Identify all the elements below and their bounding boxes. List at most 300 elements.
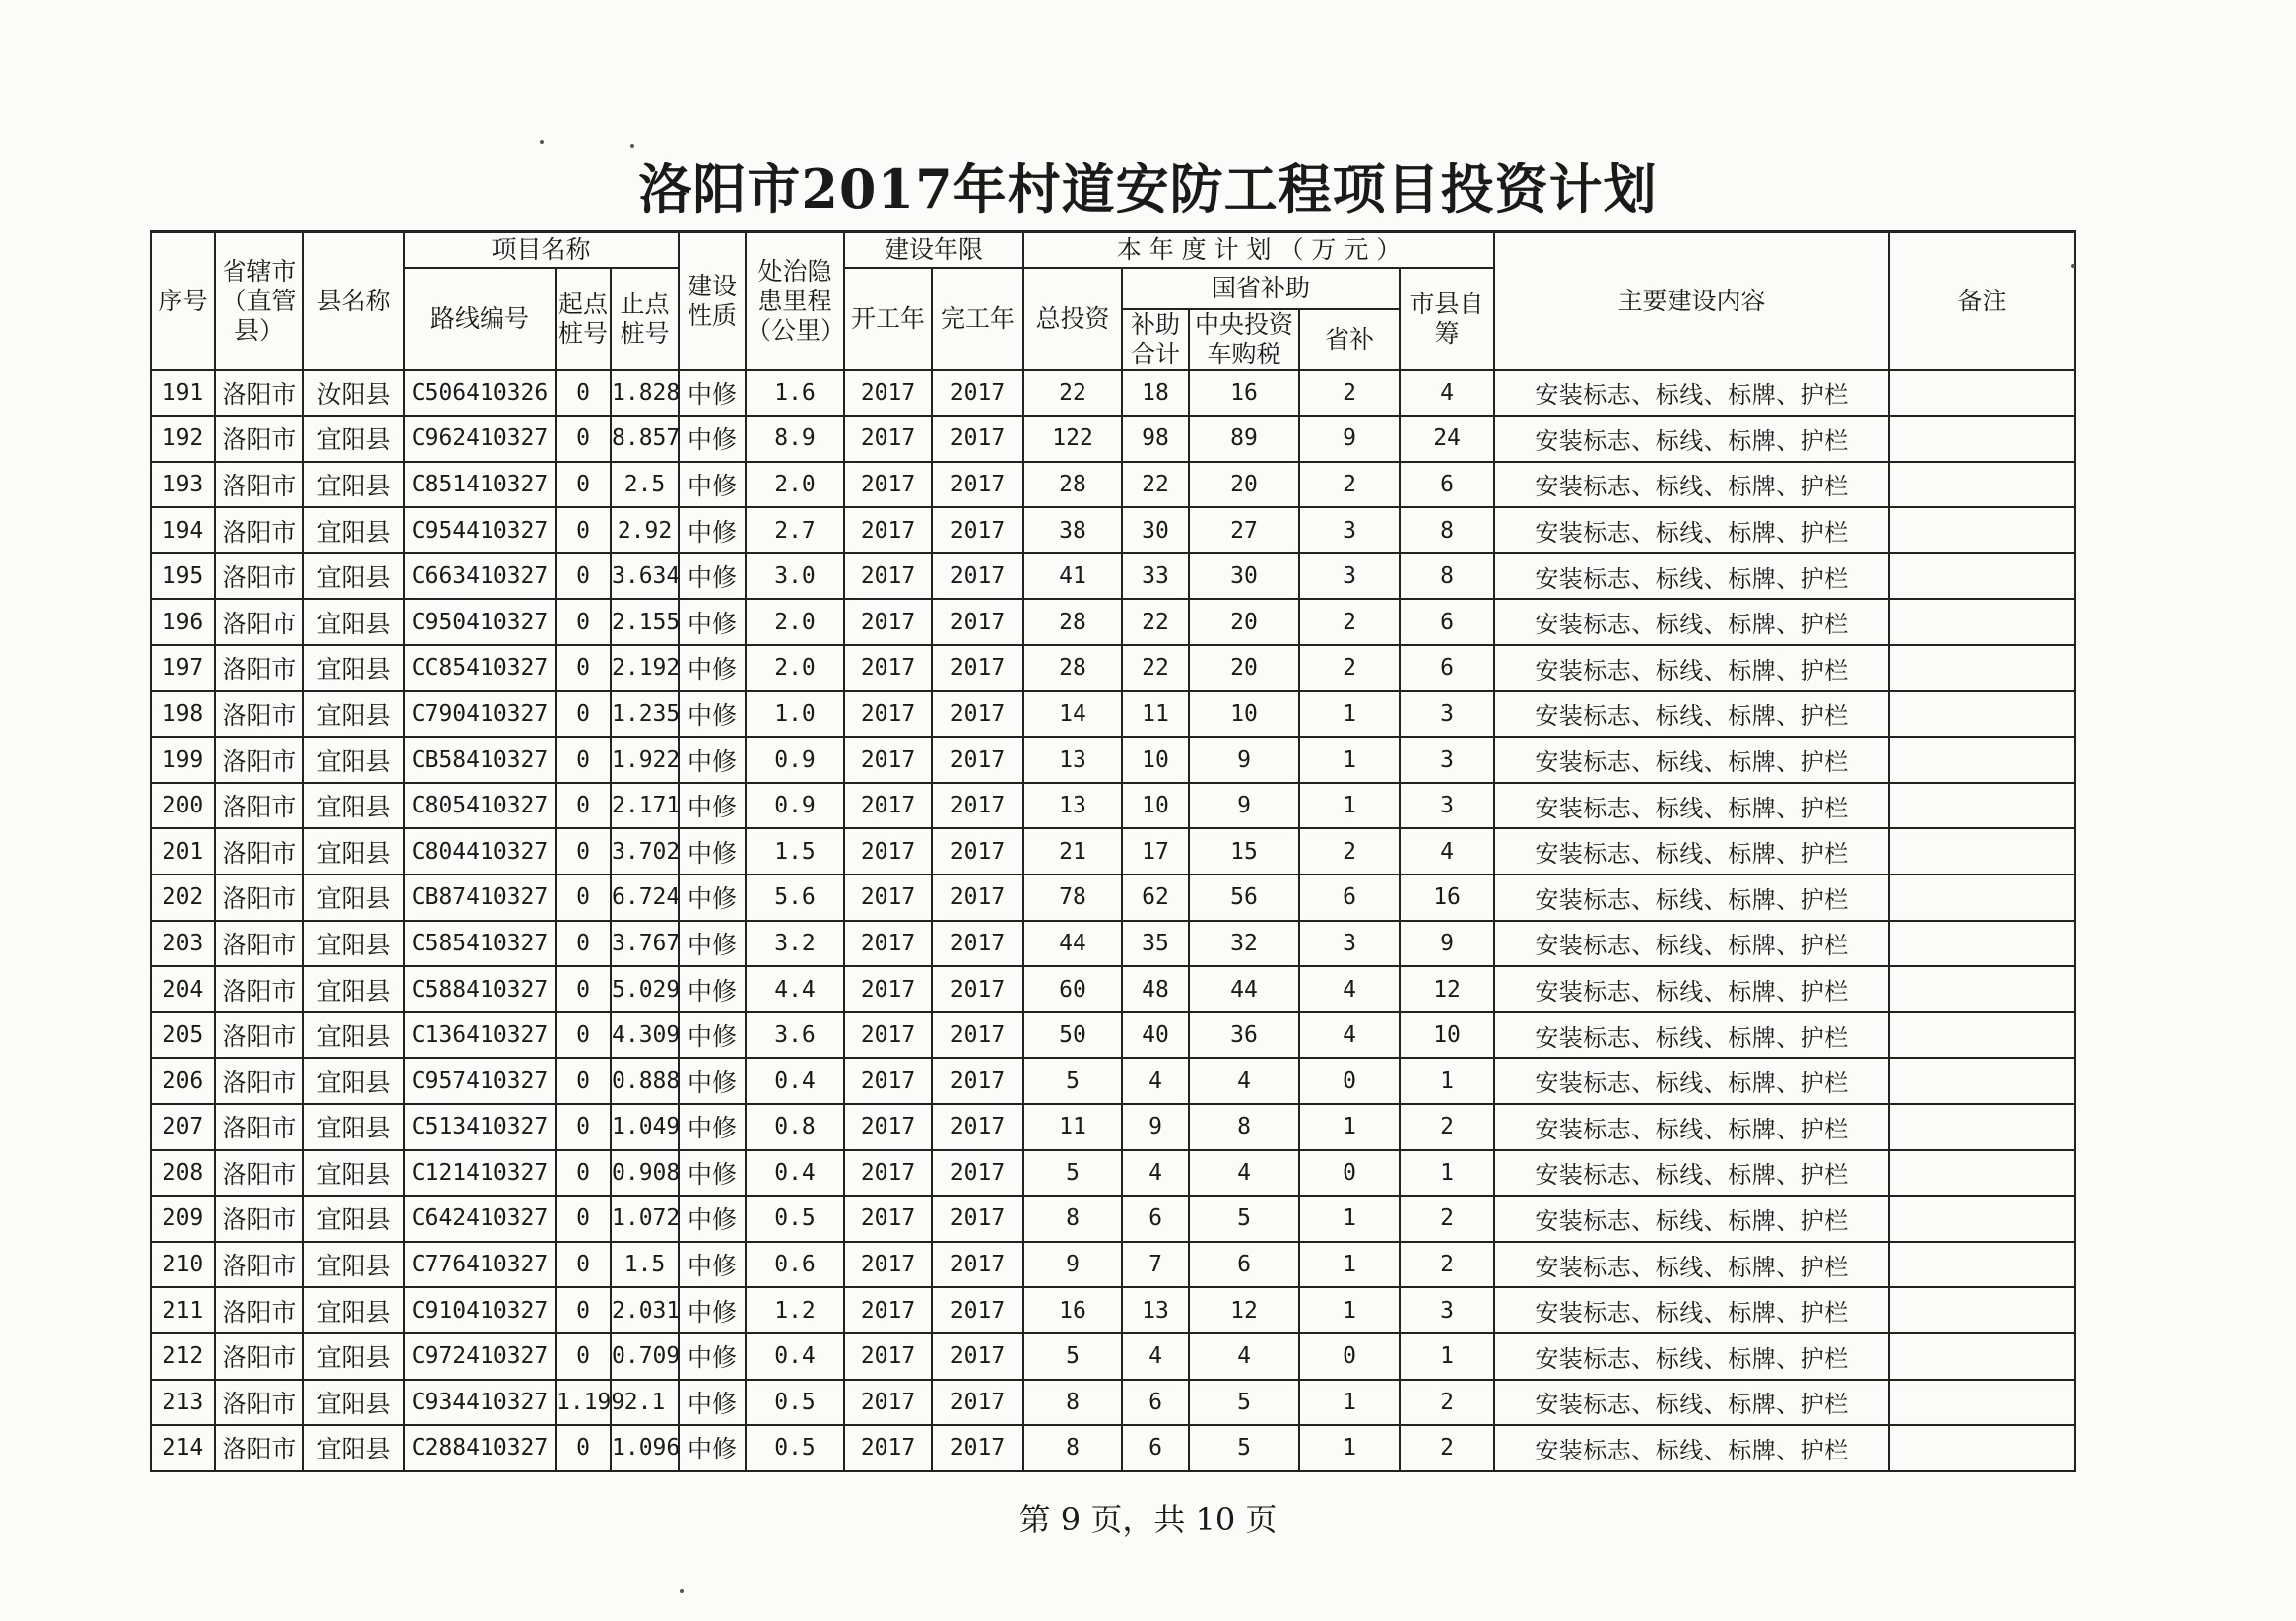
- cell-central: 4: [1189, 1058, 1299, 1104]
- cell-nature: 中修: [679, 507, 746, 553]
- cell-total: 8: [1023, 1425, 1122, 1471]
- cell-start-year: 2017: [844, 462, 932, 508]
- cell-seq: 211: [151, 1287, 215, 1333]
- cell-start-pile: 0: [556, 416, 611, 462]
- cell-city: 洛阳市: [215, 599, 303, 645]
- cell-county: 宜阳县: [303, 783, 404, 829]
- cell-mileage: 2.7: [746, 507, 844, 553]
- cell-mileage: 3.2: [746, 921, 844, 967]
- cell-mileage: 2.0: [746, 599, 844, 645]
- cell-province: 3: [1299, 921, 1400, 967]
- cell-local: 2: [1400, 1242, 1494, 1288]
- cell-route-code: C934410327: [404, 1380, 556, 1426]
- cell-local: 10: [1400, 1012, 1494, 1059]
- cell-start-year: 2017: [844, 783, 932, 829]
- cell-province: 3: [1299, 507, 1400, 553]
- cell-central: 27: [1189, 507, 1299, 553]
- cell-content: 安装标志、标线、标牌、护栏: [1494, 1104, 1889, 1150]
- investment-plan-table-wrapper: [150, 230, 2074, 1472]
- cell-start-year: 2017: [844, 1425, 932, 1471]
- cell-nature: 中修: [679, 691, 746, 738]
- cell-province: 4: [1299, 966, 1400, 1012]
- cell-city: 洛阳市: [215, 1242, 303, 1288]
- cell-central: 5: [1189, 1196, 1299, 1242]
- cell-province: 6: [1299, 875, 1400, 921]
- cell-central: 9: [1189, 783, 1299, 829]
- cell-local: 6: [1400, 599, 1494, 645]
- cell-nature: 中修: [679, 1150, 746, 1197]
- cell-province: 3: [1299, 553, 1400, 600]
- cell-nature: 中修: [679, 599, 746, 645]
- cell-end-year: 2017: [932, 1242, 1023, 1288]
- cell-route-code: C954410327: [404, 507, 556, 553]
- cell-route-code: C851410327: [404, 462, 556, 508]
- cell-province: 1: [1299, 1104, 1400, 1150]
- cell-start-pile: 0: [556, 737, 611, 783]
- table-row: [151, 1425, 2075, 1471]
- cell-content: 安装标志、标线、标牌、护栏: [1494, 1333, 1889, 1380]
- table-row: [151, 1058, 2075, 1104]
- cell-total: 60: [1023, 966, 1122, 1012]
- cell-city: 洛阳市: [215, 1380, 303, 1426]
- cell-end-pile: 2.155: [611, 599, 679, 645]
- cell-start-year: 2017: [844, 1380, 932, 1426]
- cell-local: 4: [1400, 828, 1494, 875]
- cell-start-pile: 0: [556, 1333, 611, 1380]
- cell-central: 10: [1189, 691, 1299, 738]
- cell-content: 安装标志、标线、标牌、护栏: [1494, 599, 1889, 645]
- cell-seq: 197: [151, 645, 215, 691]
- cell-subsidy-total: 6: [1122, 1196, 1189, 1242]
- cell-route-code: C804410327: [404, 828, 556, 875]
- cell-subsidy-total: 30: [1122, 507, 1189, 553]
- scan-speck: [680, 1589, 684, 1593]
- cell-central: 20: [1189, 462, 1299, 508]
- cell-central: 16: [1189, 370, 1299, 417]
- table-row: [151, 553, 2075, 600]
- cell-county: 宜阳县: [303, 1058, 404, 1104]
- cell-province: 9: [1299, 416, 1400, 462]
- cell-end-year: 2017: [932, 1196, 1023, 1242]
- cell-content: 安装标志、标线、标牌、护栏: [1494, 1242, 1889, 1288]
- header-mileage: 处治隐患里程（公里）: [746, 232, 844, 370]
- cell-end-year: 2017: [932, 783, 1023, 829]
- cell-province: 2: [1299, 828, 1400, 875]
- cell-province: 1: [1299, 1242, 1400, 1288]
- cell-city: 洛阳市: [215, 462, 303, 508]
- header-route-code: 路线编号: [404, 268, 556, 370]
- cell-local: 2: [1400, 1380, 1494, 1426]
- cell-start-pile: 0: [556, 828, 611, 875]
- cell-start-pile: 0: [556, 1196, 611, 1242]
- cell-nature: 中修: [679, 1425, 746, 1471]
- cell-end-pile: 3.634: [611, 553, 679, 600]
- cell-start-pile: 0: [556, 921, 611, 967]
- cell-end-year: 2017: [932, 966, 1023, 1012]
- cell-county: 汝阳县: [303, 370, 404, 417]
- cell-mileage: 0.5: [746, 1425, 844, 1471]
- cell-central: 20: [1189, 599, 1299, 645]
- cell-county: 宜阳县: [303, 645, 404, 691]
- cell-county: 宜阳县: [303, 1287, 404, 1333]
- cell-content: 安装标志、标线、标牌、护栏: [1494, 1058, 1889, 1104]
- cell-subsidy-total: 33: [1122, 553, 1189, 600]
- cell-content: 安装标志、标线、标牌、护栏: [1494, 921, 1889, 967]
- cell-province: 1: [1299, 1196, 1400, 1242]
- cell-subsidy-total: 62: [1122, 875, 1189, 921]
- cell-subsidy-total: 4: [1122, 1150, 1189, 1197]
- cell-central: 5: [1189, 1425, 1299, 1471]
- header-province: 省补: [1299, 309, 1400, 370]
- cell-seq: 193: [151, 462, 215, 508]
- cell-seq: 196: [151, 599, 215, 645]
- cell-total: 13: [1023, 783, 1122, 829]
- cell-end-pile: 4.309: [611, 1012, 679, 1059]
- cell-county: 宜阳县: [303, 1380, 404, 1426]
- cell-end-year: 2017: [932, 416, 1023, 462]
- scan-speck: [540, 140, 544, 144]
- cell-start-pile: 0: [556, 875, 611, 921]
- cell-central: 32: [1189, 921, 1299, 967]
- cell-local: 1: [1400, 1333, 1494, 1380]
- cell-county: 宜阳县: [303, 553, 404, 600]
- cell-route-code: CB87410327: [404, 875, 556, 921]
- cell-nature: 中修: [679, 553, 746, 600]
- cell-province: 2: [1299, 645, 1400, 691]
- cell-total: 5: [1023, 1333, 1122, 1380]
- cell-province: 2: [1299, 370, 1400, 417]
- cell-city: 洛阳市: [215, 1104, 303, 1150]
- cell-start-year: 2017: [844, 1333, 932, 1380]
- cell-seq: 212: [151, 1333, 215, 1380]
- cell-start-year: 2017: [844, 828, 932, 875]
- cell-province: 1: [1299, 691, 1400, 738]
- cell-start-year: 2017: [844, 691, 932, 738]
- cell-nature: 中修: [679, 1380, 746, 1426]
- cell-city: 洛阳市: [215, 828, 303, 875]
- cell-mileage: 1.6: [746, 370, 844, 417]
- cell-local: 2: [1400, 1196, 1494, 1242]
- cell-start-pile: 0: [556, 1287, 611, 1333]
- cell-start-pile: 1.199: [556, 1380, 611, 1426]
- table-row: [151, 828, 2075, 875]
- cell-province: 4: [1299, 1012, 1400, 1059]
- cell-seq: 191: [151, 370, 215, 417]
- cell-county: 宜阳县: [303, 828, 404, 875]
- cell-nature: 中修: [679, 1196, 746, 1242]
- table-row: [151, 1196, 2075, 1242]
- cell-route-code: C962410327: [404, 416, 556, 462]
- cell-start-pile: 0: [556, 966, 611, 1012]
- cell-end-year: 2017: [932, 737, 1023, 783]
- cell-start-pile: 0: [556, 1425, 611, 1471]
- cell-start-pile: 0: [556, 645, 611, 691]
- cell-total: 5: [1023, 1058, 1122, 1104]
- cell-route-code: C972410327: [404, 1333, 556, 1380]
- cell-mileage: 1.2: [746, 1287, 844, 1333]
- header-remark: 备注: [1889, 232, 2075, 370]
- cell-start-year: 2017: [844, 1196, 932, 1242]
- cell-nature: 中修: [679, 645, 746, 691]
- cell-nature: 中修: [679, 966, 746, 1012]
- cell-start-pile: 0: [556, 1150, 611, 1197]
- cell-subsidy-total: 18: [1122, 370, 1189, 417]
- header-end-year: 完工年: [932, 268, 1023, 370]
- cell-mileage: 3.6: [746, 1012, 844, 1059]
- cell-subsidy-total: 13: [1122, 1287, 1189, 1333]
- cell-total: 28: [1023, 645, 1122, 691]
- cell-seq: 209: [151, 1196, 215, 1242]
- header-seq: 序号: [151, 232, 215, 370]
- cell-remark: [1889, 737, 2075, 783]
- cell-remark: [1889, 875, 2075, 921]
- cell-content: 安装标志、标线、标牌、护栏: [1494, 691, 1889, 738]
- cell-start-pile: 0: [556, 1012, 611, 1059]
- cell-city: 洛阳市: [215, 1333, 303, 1380]
- cell-mileage: 0.5: [746, 1380, 844, 1426]
- cell-mileage: 0.4: [746, 1150, 844, 1197]
- cell-end-year: 2017: [932, 1380, 1023, 1426]
- cell-end-pile: 1.922: [611, 737, 679, 783]
- cell-total: 16: [1023, 1287, 1122, 1333]
- cell-nature: 中修: [679, 737, 746, 783]
- cell-remark: [1889, 921, 2075, 967]
- cell-county: 宜阳县: [303, 1242, 404, 1288]
- cell-end-pile: 8.857: [611, 416, 679, 462]
- header-subsidy-total: 补助合计: [1122, 309, 1189, 370]
- cell-local: 6: [1400, 462, 1494, 508]
- cell-central: 56: [1189, 875, 1299, 921]
- cell-remark: [1889, 1380, 2075, 1426]
- cell-nature: 中修: [679, 1058, 746, 1104]
- cell-start-year: 2017: [844, 599, 932, 645]
- cell-seq: 206: [151, 1058, 215, 1104]
- table-row: [151, 1287, 2075, 1333]
- cell-nature: 中修: [679, 1012, 746, 1059]
- cell-seq: 204: [151, 966, 215, 1012]
- cell-start-year: 2017: [844, 553, 932, 600]
- cell-seq: 192: [151, 416, 215, 462]
- cell-route-code: C663410327: [404, 553, 556, 600]
- cell-central: 4: [1189, 1333, 1299, 1380]
- cell-city: 洛阳市: [215, 370, 303, 417]
- cell-remark: [1889, 783, 2075, 829]
- cell-province: 0: [1299, 1150, 1400, 1197]
- cell-county: 宜阳县: [303, 1150, 404, 1197]
- table-row: [151, 875, 2075, 921]
- cell-county: 宜阳县: [303, 966, 404, 1012]
- cell-city: 洛阳市: [215, 691, 303, 738]
- cell-subsidy-total: 48: [1122, 966, 1189, 1012]
- cell-mileage: 8.9: [746, 416, 844, 462]
- page-title: 洛阳市2017年村道安防工程项目投资计划: [638, 158, 1658, 221]
- cell-end-pile: 3.767: [611, 921, 679, 967]
- cell-end-pile: 1.828: [611, 370, 679, 417]
- cell-remark: [1889, 553, 2075, 600]
- cell-remark: [1889, 1150, 2075, 1197]
- table-row: [151, 1104, 2075, 1150]
- cell-local: 9: [1400, 921, 1494, 967]
- cell-province: 1: [1299, 1380, 1400, 1426]
- cell-local: 4: [1400, 370, 1494, 417]
- cell-mileage: 0.9: [746, 783, 844, 829]
- cell-end-year: 2017: [932, 507, 1023, 553]
- cell-central: 12: [1189, 1287, 1299, 1333]
- cell-remark: [1889, 1287, 2075, 1333]
- cell-total: 38: [1023, 507, 1122, 553]
- table-row: [151, 1150, 2075, 1197]
- cell-end-pile: 2.031: [611, 1287, 679, 1333]
- cell-route-code: C506410326: [404, 370, 556, 417]
- cell-total: 44: [1023, 921, 1122, 967]
- header-start-year: 开工年: [844, 268, 932, 370]
- cell-county: 宜阳县: [303, 1425, 404, 1471]
- cell-city: 洛阳市: [215, 1150, 303, 1197]
- cell-nature: 中修: [679, 875, 746, 921]
- cell-end-year: 2017: [932, 1104, 1023, 1150]
- cell-subsidy-total: 35: [1122, 921, 1189, 967]
- cell-county: 宜阳县: [303, 1333, 404, 1380]
- cell-province: 0: [1299, 1333, 1400, 1380]
- header-start-pile: 起点桩号: [556, 268, 611, 370]
- cell-mileage: 1.0: [746, 691, 844, 738]
- scan-speck: [630, 144, 634, 148]
- cell-total: 8: [1023, 1196, 1122, 1242]
- header-city: 省辖市（直管县）: [215, 232, 303, 370]
- cell-province: 1: [1299, 1425, 1400, 1471]
- cell-county: 宜阳县: [303, 462, 404, 508]
- cell-seq: 194: [151, 507, 215, 553]
- header-local: 市县自筹: [1400, 268, 1494, 370]
- cell-seq: 195: [151, 553, 215, 600]
- cell-content: 安装标志、标线、标牌、护栏: [1494, 1380, 1889, 1426]
- table-row: [151, 599, 2075, 645]
- cell-total: 13: [1023, 737, 1122, 783]
- table-row: [151, 966, 2075, 1012]
- cell-route-code: C776410327: [404, 1242, 556, 1288]
- cell-route-code: C288410327: [404, 1425, 556, 1471]
- table-row: [151, 1242, 2075, 1288]
- cell-total: 8: [1023, 1380, 1122, 1426]
- cell-end-year: 2017: [932, 828, 1023, 875]
- cell-start-year: 2017: [844, 875, 932, 921]
- cell-remark: [1889, 370, 2075, 417]
- cell-subsidy-total: 10: [1122, 783, 1189, 829]
- cell-content: 安装标志、标线、标牌、护栏: [1494, 875, 1889, 921]
- cell-city: 洛阳市: [215, 921, 303, 967]
- cell-end-pile: 1.096: [611, 1425, 679, 1471]
- cell-local: 2: [1400, 1425, 1494, 1471]
- cell-nature: 中修: [679, 416, 746, 462]
- cell-start-pile: 0: [556, 1104, 611, 1150]
- table-row: [151, 507, 2075, 553]
- cell-subsidy-total: 7: [1122, 1242, 1189, 1288]
- cell-seq: 199: [151, 737, 215, 783]
- cell-end-year: 2017: [932, 1287, 1023, 1333]
- cell-city: 洛阳市: [215, 966, 303, 1012]
- table-row: [151, 645, 2075, 691]
- cell-subsidy-total: 98: [1122, 416, 1189, 462]
- cell-end-pile: 1.235: [611, 691, 679, 738]
- cell-remark: [1889, 1104, 2075, 1150]
- cell-remark: [1889, 645, 2075, 691]
- cell-seq: 205: [151, 1012, 215, 1059]
- cell-central: 30: [1189, 553, 1299, 600]
- cell-mileage: 0.4: [746, 1333, 844, 1380]
- cell-route-code: C805410327: [404, 783, 556, 829]
- cell-start-pile: 0: [556, 691, 611, 738]
- cell-mileage: 0.5: [746, 1196, 844, 1242]
- cell-seq: 207: [151, 1104, 215, 1150]
- cell-province: 1: [1299, 737, 1400, 783]
- cell-end-pile: 2.1: [611, 1380, 679, 1426]
- cell-city: 洛阳市: [215, 875, 303, 921]
- cell-start-pile: 0: [556, 553, 611, 600]
- table-row: [151, 783, 2075, 829]
- cell-route-code: C910410327: [404, 1287, 556, 1333]
- cell-subsidy-total: 9: [1122, 1104, 1189, 1150]
- cell-central: 8: [1189, 1104, 1299, 1150]
- cell-start-year: 2017: [844, 1104, 932, 1150]
- table-row: [151, 462, 2075, 508]
- cell-route-code: C790410327: [404, 691, 556, 738]
- cell-end-pile: 0.908: [611, 1150, 679, 1197]
- cell-city: 洛阳市: [215, 737, 303, 783]
- cell-seq: 200: [151, 783, 215, 829]
- cell-start-year: 2017: [844, 737, 932, 783]
- cell-province: 2: [1299, 599, 1400, 645]
- cell-total: 9: [1023, 1242, 1122, 1288]
- investment-plan-table: [150, 230, 2076, 1472]
- cell-remark: [1889, 1196, 2075, 1242]
- cell-end-year: 2017: [932, 599, 1023, 645]
- cell-province: 2: [1299, 462, 1400, 508]
- cell-subsidy-total: 4: [1122, 1058, 1189, 1104]
- cell-county: 宜阳县: [303, 875, 404, 921]
- cell-central: 15: [1189, 828, 1299, 875]
- cell-end-pile: 6.724: [611, 875, 679, 921]
- cell-nature: 中修: [679, 1242, 746, 1288]
- cell-content: 安装标志、标线、标牌、护栏: [1494, 1012, 1889, 1059]
- header-county: 县名称: [303, 232, 404, 370]
- cell-local: 8: [1400, 507, 1494, 553]
- scan-speck: [2071, 264, 2075, 268]
- cell-start-year: 2017: [844, 416, 932, 462]
- cell-city: 洛阳市: [215, 1287, 303, 1333]
- page-footer: 第 9 页，共 10 页: [1018, 1501, 1278, 1538]
- cell-start-pile: 0: [556, 1058, 611, 1104]
- table-row: [151, 1380, 2075, 1426]
- header-total: 总投资: [1023, 268, 1122, 370]
- cell-county: 宜阳县: [303, 1104, 404, 1150]
- cell-start-year: 2017: [844, 507, 932, 553]
- cell-total: 22: [1023, 370, 1122, 417]
- cell-end-pile: 0.709: [611, 1333, 679, 1380]
- cell-end-year: 2017: [932, 875, 1023, 921]
- header-subsidy: 国省补助: [1122, 268, 1400, 309]
- cell-start-pile: 0: [556, 783, 611, 829]
- cell-province: 1: [1299, 1287, 1400, 1333]
- table-row: [151, 921, 2075, 967]
- cell-route-code: C585410327: [404, 921, 556, 967]
- cell-end-year: 2017: [932, 370, 1023, 417]
- cell-start-year: 2017: [844, 921, 932, 967]
- cell-end-year: 2017: [932, 1333, 1023, 1380]
- cell-nature: 中修: [679, 921, 746, 967]
- cell-county: 宜阳县: [303, 737, 404, 783]
- cell-subsidy-total: 11: [1122, 691, 1189, 738]
- header-period: 建设年限: [844, 232, 1023, 268]
